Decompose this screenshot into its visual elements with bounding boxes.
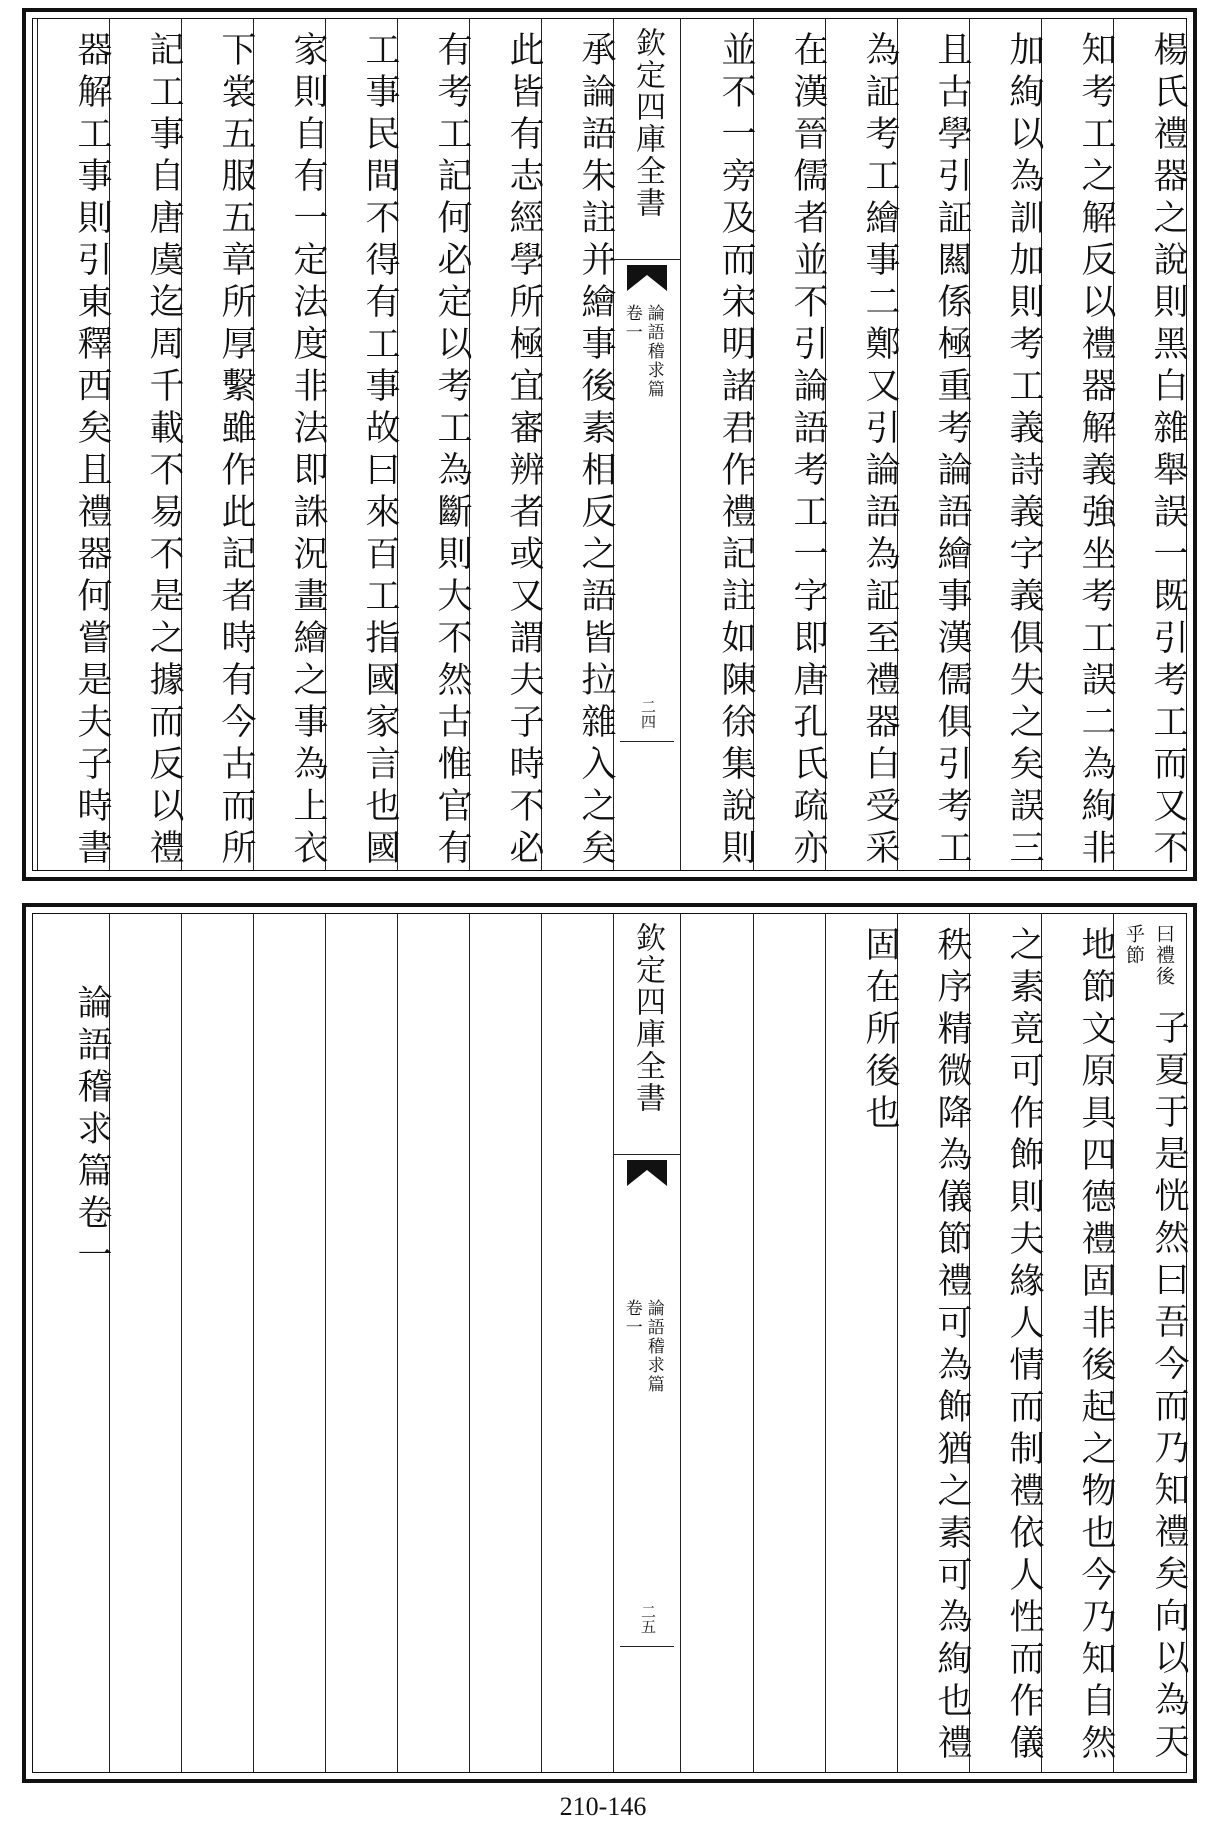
column-text: 地節文原具四德禮固非後起之物也今乃知自然 bbox=[1076, 926, 1116, 1766]
text-column bbox=[325, 19, 400, 871]
fold-title-box bbox=[614, 914, 680, 1155]
top-page-frame bbox=[32, 18, 1187, 871]
text-column bbox=[469, 19, 544, 871]
column-text: 家則自有一定法度非法即誅況畫繪之事為上衣 bbox=[288, 31, 328, 871]
text-column bbox=[681, 19, 756, 871]
end-title: 論語稽求篇卷一 bbox=[72, 984, 112, 1278]
column-text: 知考工之解反以禮器解義強坐考工誤二為絢非 bbox=[1076, 31, 1116, 871]
column-text: 且古學引証闗係極重考論語繪事漢儒俱引考工 bbox=[932, 31, 972, 871]
column-text: 在漢晉儒者並不引論語考工一字即唐孔氏疏亦 bbox=[788, 31, 828, 871]
column-text: 承論語朱註并繪事後素相反之語皆拉雜入之矣 bbox=[576, 31, 616, 871]
text-column bbox=[181, 914, 253, 1772]
collection-title: 欽定四庫全書 bbox=[630, 922, 665, 1114]
section-heading-note: 曰禮後 bbox=[1152, 924, 1175, 987]
fold-volume: 卷一 bbox=[621, 1299, 642, 1337]
column-text: 之素竟可作飾則夫緣人情而制禮依人性而作儀 bbox=[1004, 926, 1044, 1766]
text-column bbox=[897, 19, 972, 871]
center-fold bbox=[613, 914, 681, 1772]
section-heading-note: 乎節 bbox=[1122, 924, 1145, 966]
text-column bbox=[969, 914, 1044, 1772]
text-column bbox=[397, 19, 472, 871]
column-text: 固在所後也 bbox=[860, 926, 900, 1136]
column-text: 子夏于是恍然曰吾今而乃知禮矣向以為天 bbox=[1149, 1009, 1189, 1765]
text-column bbox=[825, 19, 900, 871]
column-text: 楊氏禮器之說則黑白雜舉誤一既引考工而又不 bbox=[1148, 31, 1188, 871]
text-column bbox=[469, 914, 541, 1772]
text-column bbox=[109, 19, 184, 871]
text-column bbox=[541, 914, 613, 1772]
text-column bbox=[753, 914, 825, 1772]
column-text: 器解工事則引東釋西矣且禮器何嘗是夫子時書 bbox=[72, 31, 112, 871]
column-text: 加絢以為訓加則考工義詩義字義俱失之矣誤三 bbox=[1004, 31, 1044, 871]
text-column bbox=[397, 914, 469, 1772]
fishtail-mark bbox=[627, 1160, 667, 1186]
text-column bbox=[325, 914, 397, 1772]
text-column bbox=[681, 914, 753, 1772]
text-column bbox=[109, 914, 181, 1772]
fold-tick bbox=[620, 741, 674, 742]
fold-book-title: 論語稽求篇 bbox=[643, 1299, 664, 1394]
column-text: 記工事自唐虞迄周千載不易不是之據而反以禮 bbox=[144, 31, 184, 871]
column-text: 此皆有志經學所極宜審辨者或又謂夫子時不必 bbox=[504, 31, 544, 871]
column-text: 秩序精微降為儀節禮可為飾猶之素可為絢也禮 bbox=[932, 926, 972, 1766]
column-text: 有考工記何必定以考工為斷則大不然古惟官有 bbox=[432, 31, 472, 871]
center-fold bbox=[613, 19, 681, 870]
text-column bbox=[37, 19, 112, 871]
top-page bbox=[22, 8, 1197, 881]
text-column bbox=[1113, 914, 1189, 1772]
fold-volume: 卷一 bbox=[621, 304, 642, 342]
text-column bbox=[253, 914, 325, 1772]
column-text: 下裳五服五章所厚繫雖作此記者時有今古而所 bbox=[216, 31, 256, 871]
fold-tick bbox=[620, 1646, 674, 1647]
text-column bbox=[1041, 914, 1116, 1772]
text-column bbox=[541, 19, 616, 871]
bottom-page-frame bbox=[32, 913, 1187, 1773]
fold-book-title: 論語稽求篇 bbox=[643, 304, 664, 399]
text-column bbox=[253, 19, 328, 871]
fold-title-box bbox=[614, 19, 680, 260]
column-text: 為証考工繪事二鄭又引論語為証至禮器白受采 bbox=[860, 31, 900, 871]
text-column bbox=[897, 914, 972, 1772]
collection-title: 欽定四庫全書 bbox=[630, 27, 665, 219]
fold-page-number: 二四 bbox=[639, 699, 657, 729]
text-column bbox=[825, 914, 900, 1772]
text-column bbox=[181, 19, 256, 871]
text-column bbox=[1113, 19, 1188, 871]
text-column bbox=[1041, 19, 1116, 871]
fishtail-mark bbox=[627, 265, 667, 291]
fold-page-number: 二五 bbox=[639, 1604, 657, 1634]
text-column bbox=[969, 19, 1044, 871]
column-text: 並不一旁及而宋明諸君作禮記註如陳徐集說則 bbox=[716, 31, 756, 871]
page-number: 210-146 bbox=[559, 1792, 647, 1821]
text-column bbox=[37, 914, 112, 1772]
text-column bbox=[753, 19, 828, 871]
column-text: 工事民間不得有工事故曰來百工指國家言也國 bbox=[360, 31, 400, 871]
bottom-page bbox=[22, 903, 1197, 1783]
